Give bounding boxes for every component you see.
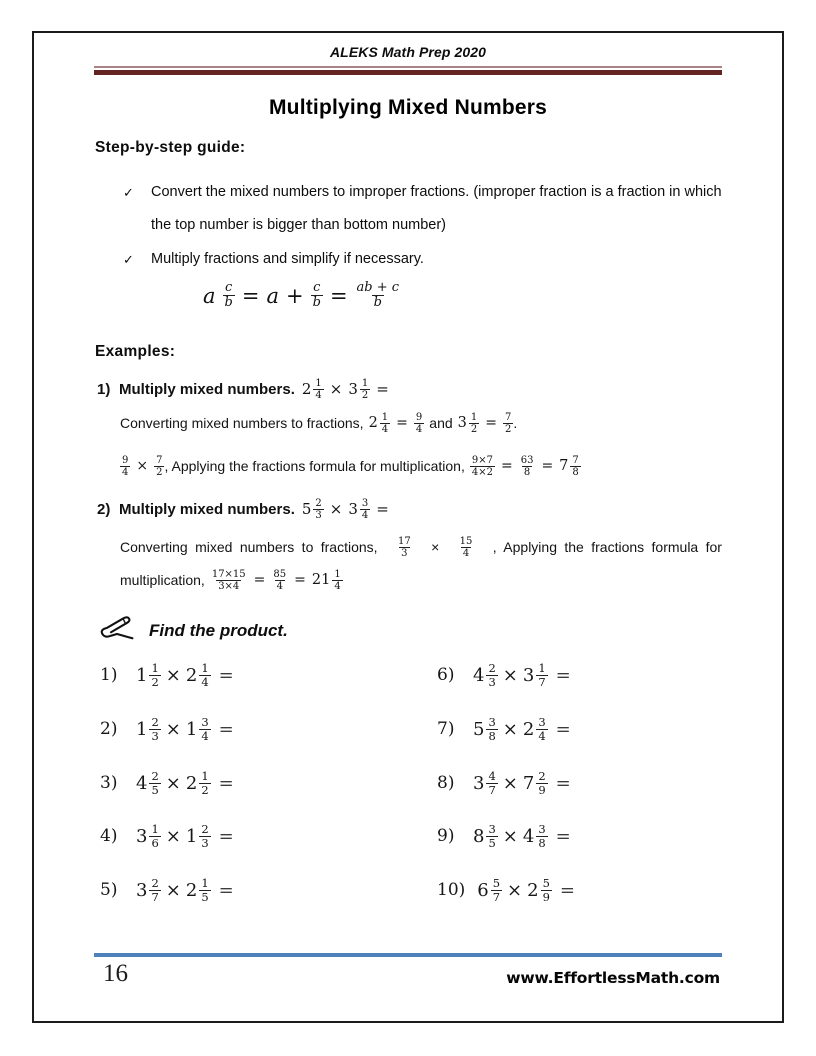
equals-sign: =	[376, 500, 389, 518]
mixed-number: 4 $\frac{3}{8}$	[522, 822, 546, 850]
equals-sign: =	[500, 458, 513, 474]
exercise-label: 1)	[100, 665, 118, 686]
mixed-number: 3 $\frac{3}{4}$	[348, 497, 369, 521]
times-sign: ×	[165, 825, 181, 847]
mixed-number: 5 $\frac{2}{3}$	[301, 497, 322, 521]
example-number: 2)	[97, 500, 111, 518]
mixed-number: 3 $\frac{2}{7}$	[136, 876, 159, 904]
equals-sign: =	[555, 772, 571, 794]
mixed-number: 6 $\frac{5}{7}$	[477, 876, 501, 904]
fraction: $\frac{9\times 7}{4\times 2}$	[471, 454, 493, 478]
guide-bullet	[123, 243, 723, 276]
fraction: $\frac{2}{5}$	[151, 769, 159, 797]
times-sign: ×	[502, 664, 518, 686]
equals-sign: =	[559, 879, 576, 901]
fraction: $\frac{63}{8}$	[520, 454, 534, 478]
mixed-number: 3 $\frac{1}{6}$	[136, 822, 159, 850]
times-sign: ×	[165, 879, 181, 901]
equals-sign: =	[218, 825, 234, 847]
website-text: www.EffortlessMath.com	[506, 969, 720, 987]
exercise-row-10	[437, 877, 580, 903]
mixed-number: 5 $\frac{3}{8}$	[473, 715, 496, 743]
times-sign: ×	[502, 825, 518, 847]
period: .	[513, 415, 518, 431]
mixed-number: 2 $\frac{1}{4}$	[185, 661, 209, 689]
mixed-number: 1 $\frac{2}{3}$	[185, 822, 209, 850]
mixed-number: 2 $\frac{1}{4}$	[368, 411, 389, 435]
fraction: $\frac{3}{8}$	[538, 822, 546, 850]
equals-sign: =	[241, 283, 260, 308]
equals-sign: =	[396, 415, 408, 431]
exercise-row-8	[437, 770, 576, 796]
footer-divider-rule	[94, 953, 722, 957]
writing-pen-icon	[99, 615, 135, 646]
example-1-prompt	[97, 371, 395, 407]
checkmark-icon: ✓	[123, 252, 134, 267]
fraction: $\frac{2}{3}$	[488, 661, 496, 689]
fraction: $\frac{1}{4}$	[201, 661, 209, 689]
fraction: $\frac{7}{2}$	[156, 454, 163, 478]
mixed-number: 7 $\frac{7}{8}$	[559, 454, 579, 478]
fraction: $\frac{c}{b}$	[312, 280, 321, 311]
equals-sign: =	[555, 718, 571, 740]
exercise-row-2	[100, 716, 239, 742]
exercise-row-5	[100, 877, 239, 903]
times-sign: ×	[431, 539, 440, 555]
fraction: $\frac{3}{5}$	[488, 822, 496, 850]
mixed-number: 1 $\frac{3}{4}$	[185, 715, 209, 743]
times-sign: ×	[165, 772, 181, 794]
equals-sign: =	[485, 415, 497, 431]
fraction: $\frac{1}{7}$	[538, 661, 546, 689]
instruction-row	[99, 615, 288, 646]
fraction: $\frac{15}{4}$	[459, 535, 473, 559]
mixed-number: 3 $\frac{1}{7}$	[522, 661, 546, 689]
exercise-row-9	[437, 823, 576, 849]
solution-text: , Applying the fractions formula for	[492, 539, 722, 555]
mixed-number: 3 $\frac{1}{2}$	[348, 377, 369, 401]
fraction: $\frac{ab + c}{b}$	[356, 280, 400, 311]
fraction: $\frac{4}{7}$	[488, 769, 496, 797]
times-sign: ×	[502, 772, 518, 794]
exercise-row-3	[100, 770, 239, 796]
mixed-number-formula: a $\frac{c}{b}$ = a + $\frac{c}{b}$ = $\frac{ab + c}{b}$	[203, 280, 400, 311]
guide-bullet	[123, 176, 723, 242]
fraction: $\frac{7}{2}$	[504, 411, 512, 435]
example-1-solution-line-1	[120, 406, 517, 440]
example-2-solution-line-1	[120, 529, 722, 565]
checkmark-icon: ✓	[123, 185, 134, 200]
fraction: $\frac{3}{4}$	[201, 715, 209, 743]
mixed-number: 4 $\frac{2}{3}$	[473, 661, 496, 689]
solution-text: multiplication,	[120, 572, 205, 588]
times-sign: ×	[329, 500, 343, 518]
mixed-number: 3 $\frac{1}{2}$	[457, 411, 478, 435]
equals-sign: =	[329, 283, 348, 308]
exercise-label: 2)	[100, 719, 118, 740]
fraction: $\frac{17\times 15}{3\times 4}$	[211, 568, 246, 592]
exercise-label: 9)	[437, 826, 455, 847]
header-book-title: ALEKS Math Prep 2020	[329, 44, 487, 60]
instruction-text: Find the product.	[149, 620, 288, 640]
fraction: $\frac{1}{2}$	[201, 769, 209, 797]
equals-sign: =	[541, 458, 554, 474]
mixed-number: 2 $\frac{3}{4}$	[522, 715, 546, 743]
and-text: and	[429, 415, 453, 431]
guide-bullet-text: Multiply fractions and simplify if necessary.	[151, 251, 424, 267]
equals-sign: =	[218, 718, 234, 740]
times-sign: ×	[507, 879, 523, 901]
times-sign: ×	[165, 718, 181, 740]
exercise-label: 10)	[437, 880, 466, 901]
fraction: $\frac{3}{8}$	[488, 715, 496, 743]
equals-sign: =	[555, 664, 571, 686]
exercise-row-7	[437, 716, 576, 742]
exercise-label: 7)	[437, 719, 455, 740]
solution-text: Converting mixed numbers to fractions,	[120, 415, 364, 431]
mixed-number: 1 $\frac{1}{2}$	[136, 661, 159, 689]
exercise-label: 8)	[437, 773, 455, 794]
equals-sign: =	[218, 879, 234, 901]
example-prompt-text: Multiply mixed numbers.	[119, 380, 295, 398]
exercise-label: 5)	[100, 880, 118, 901]
exercise-row-6	[437, 662, 576, 688]
mixed-number: 8 $\frac{3}{5}$	[473, 822, 496, 850]
mixed-number: 2 $\frac{5}{9}$	[527, 876, 550, 904]
fraction: $\frac{9}{4}$	[415, 411, 423, 435]
page-number: 16	[103, 960, 128, 987]
fraction: $\frac{2}{3}$	[151, 715, 159, 743]
exercise-row-4	[100, 823, 239, 849]
times-sign: ×	[329, 380, 343, 398]
solution-text: , Applying the fractions formula for multiplication,	[164, 458, 465, 474]
equals-sign: =	[555, 825, 571, 847]
mixed-number: 4 $\frac{2}{5}$	[136, 769, 159, 797]
equals-sign: =	[253, 572, 266, 588]
guide-bullet-list	[123, 176, 723, 276]
mixed-number: 3 $\frac{4}{7}$	[473, 769, 496, 797]
plus-sign: +	[286, 283, 304, 308]
page-title: Multiplying Mixed Numbers	[268, 96, 548, 119]
fraction: $\frac{c}{b}$	[224, 280, 233, 311]
exercise-row-1	[100, 662, 239, 688]
header-rule-thick-line	[94, 70, 722, 75]
fraction: $\frac{85}{4}$	[273, 568, 287, 592]
example-2-solution-line-2	[120, 562, 343, 598]
equals-sign: =	[218, 772, 234, 794]
example-prompt-text: Multiply mixed numbers.	[119, 500, 295, 518]
example-1-solution-line-2	[120, 448, 581, 484]
examples-heading: Examples:	[95, 343, 176, 360]
times-sign: ×	[165, 664, 181, 686]
mixed-number: 2 $\frac{1}{2}$	[185, 769, 209, 797]
equals-sign: =	[376, 380, 389, 398]
example-number: 1)	[97, 380, 111, 398]
exercise-label: 4)	[100, 826, 118, 847]
fraction: $\frac{2}{7}$	[151, 876, 159, 904]
guide-heading: Step-by-step guide:	[95, 139, 246, 156]
exercise-label: 3)	[100, 773, 118, 794]
equals-sign: =	[218, 664, 234, 686]
fraction: $\frac{9}{4}$	[122, 454, 129, 478]
fraction: $\frac{2}{9}$	[538, 769, 546, 797]
solution-text: Converting mixed numbers to fractions,	[120, 539, 378, 555]
fraction: $\frac{5}{7}$	[492, 876, 501, 904]
fraction: $\frac{1}{2}$	[151, 661, 159, 689]
mixed-number: 2 $\frac{1}{5}$	[185, 876, 209, 904]
times-sign: ×	[502, 718, 518, 740]
header-divider-rule	[94, 66, 722, 75]
mixed-number: 7 $\frac{2}{9}$	[522, 769, 546, 797]
exercise-label: 6)	[437, 665, 455, 686]
fraction: $\frac{3}{4}$	[538, 715, 546, 743]
mixed-number: 1 $\frac{2}{3}$	[136, 715, 159, 743]
example-2-prompt	[97, 491, 395, 527]
fraction: $\frac{1}{5}$	[201, 876, 209, 904]
mixed-number: 21 $\frac{1}{4}$	[311, 568, 341, 592]
guide-bullet-text: Convert the mixed numbers to improper fractions. (improper fraction is a fraction in which the top number is bigger than bottom number)	[151, 184, 722, 233]
mixed-number: 2 $\frac{1}{4}$	[301, 377, 322, 401]
equals-sign: =	[294, 572, 306, 588]
fraction: $\frac{2}{3}$	[201, 822, 209, 850]
times-sign: ×	[136, 458, 149, 474]
fraction: $\frac{17}{3}$	[397, 535, 411, 559]
fraction: $\frac{1}{6}$	[151, 822, 159, 850]
fraction: $\frac{5}{9}$	[542, 876, 550, 904]
